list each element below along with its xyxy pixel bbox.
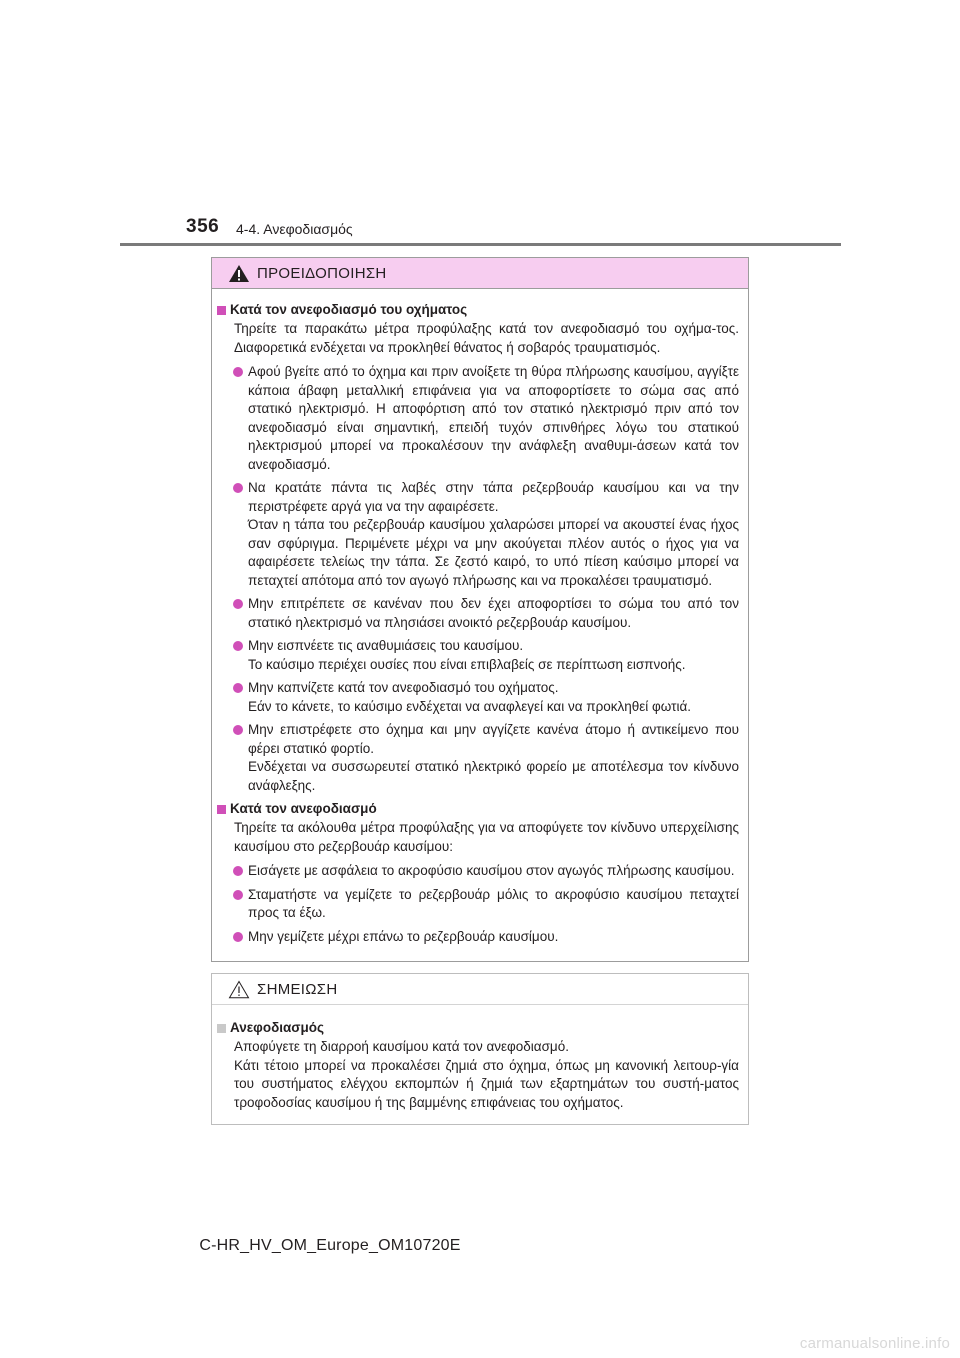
bullet-text: Μην καπνίζετε κατά τον ανεφοδιασμό του οχήματος. [248,680,559,695]
bullet-text: Μην εισπνέετε τις αναθυμιάσεις του καυσίμου. [248,638,524,653]
section-heading [217,301,739,319]
list-item [217,928,739,947]
bullet-list [217,363,739,795]
warning-title: ΠΡΟΕΙΔΟΠΟΙΗΣΗ [257,264,387,282]
section-intro: Τηρείτε τα παρακάτω μέτρα προφύλαξης κατά τον ανεφοδιασμό του οχήμα-τος. Διαφορετικά ενδέχεται να προκληθεί θάνατος ή σοβαρός τραυματισμός. [234,321,739,355]
notice-triangle-icon [228,980,250,999]
warning-section-refueling [217,800,739,946]
square-bullet-icon [217,306,226,315]
document-id: C-HR_HV_OM_Europe_OM10720E [199,1237,461,1254]
watermark: carmanualsonline.info [799,1335,950,1352]
bullet-text: Σταματήστε να γεμίζετε το ρεζερβουάρ μόλις το ακροφύσιο καυσίμου πεταχτεί προς τα έξω. [248,886,739,920]
warning-box [211,257,749,962]
bullet-text: Ενδέχεται να συσσωρευτεί στατικό ηλεκτρικό φορείο με αποτέλεσμα τον κίνδυνο ανάφλεξης. [248,759,739,793]
round-bullet-icon [233,599,243,609]
notice-box [211,973,749,1125]
bullet-text: Το καύσιμο περιέχει ουσίες που είναι επιβλαβείς σε περίπτωση εισπνοής. [248,656,686,672]
notice-text: Κάτι τέτοιο μπορεί να προκαλέσει ζημιά στο όχημα, όπως μη κανονική λειτουρ-γία του συστήματος ελέγχου εκπομπών ή ζημιά των εξαρτημάτων του συστή-ματος τροφοδοσίας καυσίμου ή της βαμμένης επιφάνειας του οχήματος. [234,1057,739,1110]
notice-heading [217,1019,739,1037]
notice-title: ΣΗΜΕΙΩΣΗ [257,980,338,998]
list-item [217,637,739,674]
list-item [217,721,739,795]
bullet-list [217,862,739,946]
list-item [217,479,739,590]
bullet-text: Μην επιστρέφετε στο όχημα και μην αγγίζετε κανένα άτομο ή αντικείμενο που φέρει στατικό φορτίο. [248,722,739,756]
round-bullet-icon [233,641,243,651]
round-bullet-icon [233,725,243,735]
notice-text: Αποφύγετε τη διαρροή καυσίμου κατά τον ανεφοδιασμό. [234,1039,569,1054]
round-bullet-icon [233,866,243,876]
warning-triangle-icon [228,264,250,283]
section-intro: Τηρείτε τα ακόλουθα μέτρα προφύλαξης για να αποφύγετε τον κίνδυνο υπερχείλισης καυσίμου στο ρεζερβουάρ καυσίμου: [234,820,739,854]
list-item [217,363,739,474]
bullet-text: Όταν η τάπα του ρεζερβουάρ καυσίμου χαλαρώσει μπορεί να ακουστεί ένας ήχος σαν σφύριγμα. Περιμένετε μέχρι να μην ακούγεται πλέον αυτός ο ήχος για να αφαιρέσετε τελείως την τάπα. Σε ζεστό καιρό, το υπό πίεση καύσιμο μπορεί να πεταχτεί απότομα από τον αγωγό πλήρωσης και να προκαλέσει τραυματισμό. [248,517,739,588]
bullet-text: Να κρατάτε πάντα τις λαβές στην τάπα ρεζερβουάρ καυσίμου και να την περιστρέφετε αργά για να την αφαιρέσετε. [248,480,739,514]
bullet-text: Μην επιτρέπετε σε κανέναν που δεν έχει αποφορτίσει το σώμα του από τον στατικό ηλεκτρισμό να πλησιάσει ανοικτό ρεζερβουάρ καυσίμου. [248,596,739,630]
warning-section-refueling-vehicle [217,301,739,795]
square-bullet-icon [217,1024,226,1033]
round-bullet-icon [233,367,243,377]
notice-header [212,974,748,1005]
bullet-text: Εισάγετε με ασφάλεια το ακροφύσιο καυσίμου στον αγωγός πλήρωσης καυσίμου. [248,863,735,878]
section-heading-text: Κατά τον ανεφοδιασμό [230,801,377,816]
list-item [217,595,739,632]
list-item [217,886,739,923]
square-bullet-icon [217,805,226,814]
round-bullet-icon [233,483,243,493]
section-title: 4-4. Ανεφοδιασμός [236,221,353,237]
list-item [217,679,739,716]
round-bullet-icon [233,890,243,900]
section-heading [217,800,739,818]
round-bullet-icon [233,683,243,693]
header-rule [120,243,841,246]
bullet-text: Μην γεμίζετε μέχρι επάνω το ρεζερβουάρ καυσίμου. [248,928,559,944]
bullet-text: Εάν το κάνετε, το καύσιμο ενδέχεται να αναφλεγεί και να προκληθεί φωτιά. [248,698,692,714]
list-item [217,862,739,881]
section-heading-text: Κατά τον ανεφοδιασμό του οχήματος [230,302,468,317]
page-number: 356 [186,216,220,237]
notice-heading-text: Ανεφοδιασμός [230,1020,325,1035]
bullet-text: Αφού βγείτε από το όχημα και πριν ανοίξετε τη θύρα πλήρωσης καυσίμου, αγγίξτε κάποια άβαφη μεταλλική επιφάνεια για να αποφορτίσετε το σώμα σας από στατικό ηλεκτρισμό. Η αποφόρτιση από τον στατικό ηλεκτρισμό πριν από τον ανεφοδιασμό είναι σημαντική, επειδή τυχόν σπινθήρες λόγω του στατικού ηλεκτρισμού μπορεί να προκαλέσουν την ανάφλεξη αναθυμι-άσεων κατά τον ανεφοδιασμό. [248,364,739,472]
warning-header [212,258,748,289]
round-bullet-icon [233,932,243,942]
